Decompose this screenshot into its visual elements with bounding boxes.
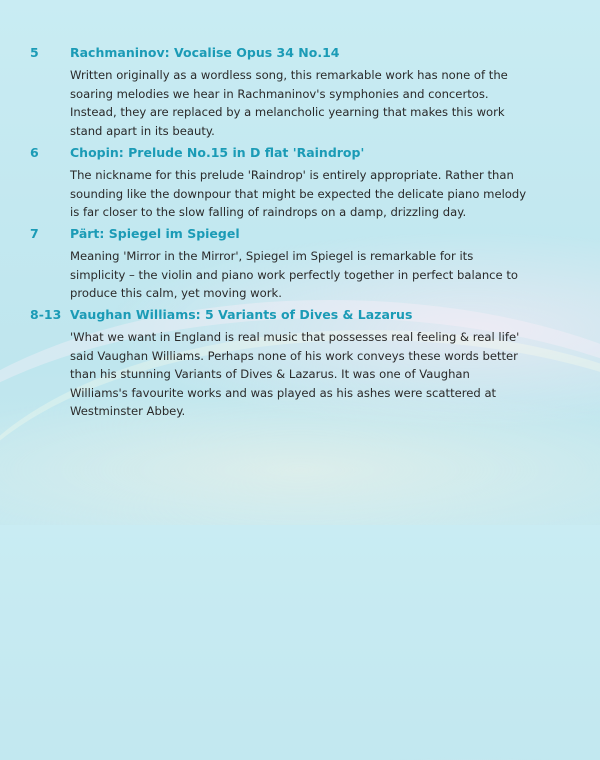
description-line: simplicity – the violin and piano work perfectly together in perfect balance to: [70, 267, 519, 282]
description-line: sounding like the downpour that might be expected the delicate piano melody: [70, 186, 527, 201]
track-title: Rachmaninov: Vocalise Opus 34 No.14: [70, 45, 340, 60]
description-line: Written originally as a wordless song, this remarkable work has none of the: [70, 68, 508, 82]
description-line: is far closer to the slow falling of raindrops on a damp, drizzling day.: [70, 205, 467, 220]
description-line: soaring melodies we hear in Rachmaninov's symphonies and concertos.: [70, 86, 489, 101]
description-line: The nickname for this prelude 'Raindrop' is entirely appropriate. Rather than: [70, 168, 514, 182]
track-title: Vaughan Williams: 5 Variants of Dives & Lazarus: [70, 307, 413, 322]
description-line: than his stunning Variants of Dives & Lazarus. It was one of Vaughan: [70, 367, 470, 382]
description-line: Instead, they are replaced by a melancholic yearning that makes this work: [70, 105, 505, 120]
description-line: Williams's favourite works and was played as his ashes were scattered at: [70, 385, 497, 400]
description-line: Meaning 'Mirror in the Mirror', Spiegel im Spiegel is remarkable for its: [70, 249, 474, 263]
track-title: Pärt: Spiegel im Spiegel: [70, 226, 240, 241]
description-line: said Vaughan Williams. Perhaps none of his work conveys these words better: [70, 348, 518, 363]
track-description: [70, 247, 570, 303]
track-number: 5: [30, 45, 39, 60]
description-line: Westminster Abbey.: [70, 404, 186, 419]
track-title: Chopin: Prelude No.15 in D flat 'Raindrop': [70, 145, 365, 160]
track-number: 7: [30, 226, 39, 241]
track-number: 8-13: [30, 307, 62, 322]
description-line: produce this calm, yet moving work.: [70, 286, 282, 301]
track-description: [70, 328, 570, 421]
description-line: 'What we want in England is real music that possesses real feeling & real life': [70, 330, 520, 344]
description-line: stand apart in its beauty.: [70, 123, 215, 138]
track-description: [70, 166, 570, 222]
track-description: [70, 66, 570, 140]
track-number: 6: [30, 145, 39, 160]
